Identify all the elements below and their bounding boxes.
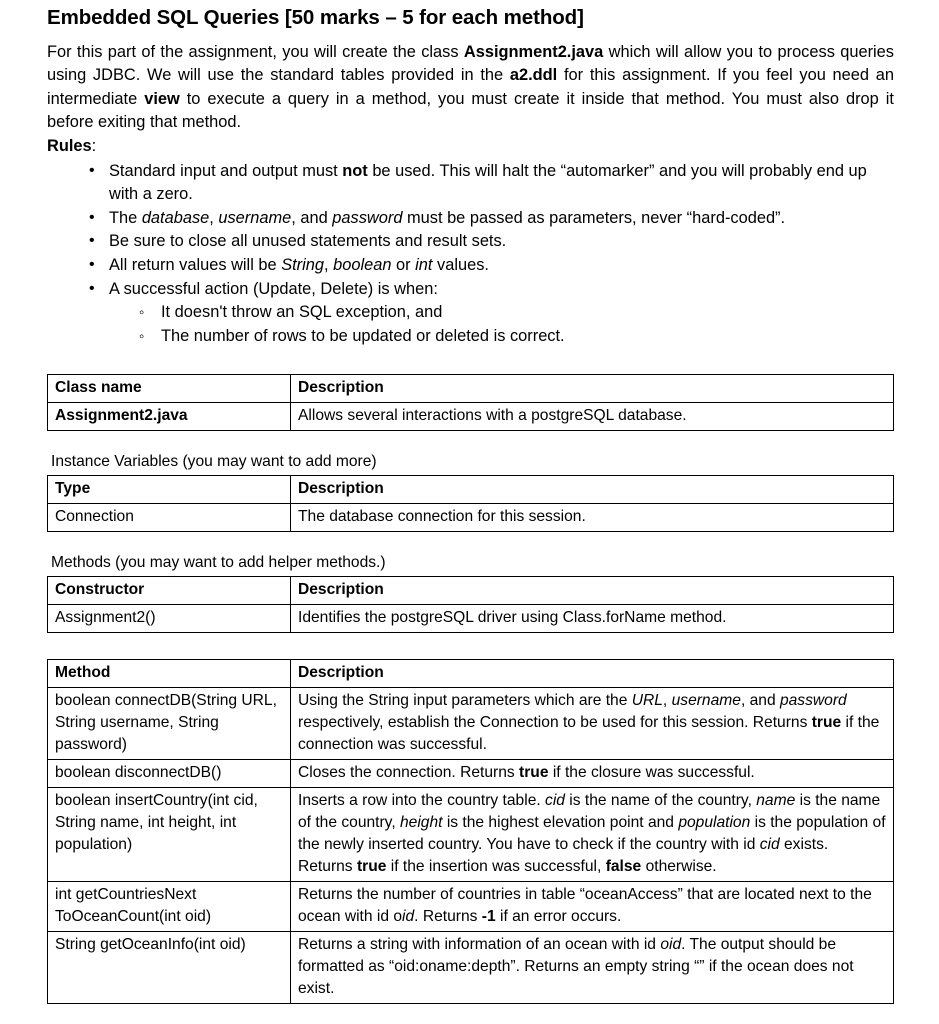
rule-text: A successful action (Update, Delete) is when: <box>109 279 438 298</box>
cell-method-signature: boolean connectDB(String URL, String username, String password) <box>48 688 291 760</box>
column-header-class-name: Class name <box>48 375 291 403</box>
cell-class-name: Assignment2.java <box>48 403 291 431</box>
cell-class-description: Allows several interactions with a postgreSQL database. <box>291 403 894 431</box>
column-header-description: Description <box>291 375 894 403</box>
cell-method-description: Closes the connection. Returns true if the closure was successful. <box>291 760 894 788</box>
rules-list <box>47 160 894 349</box>
rule-text: Be sure to close all unused statements and result sets. <box>109 232 507 251</box>
rule-text: The database, username, and password must be passed as parameters, never “hard-coded”. <box>109 208 786 227</box>
cell-constructor-description: Identifies the postgreSQL driver using Class.forName method. <box>291 605 894 633</box>
column-header-description: Description <box>291 660 894 688</box>
column-header-constructor: Constructor <box>48 577 291 605</box>
table-row <box>48 504 894 532</box>
cell-method-description: Using the String input parameters which are the URL, username, and password respectively, establish the Connection to be used for this session. Returns true if the connection was successful. <box>291 688 894 760</box>
constructor-table <box>47 576 894 633</box>
list-item: ◦ It doesn't throw an SQL exception, and <box>109 301 894 325</box>
instance-variables-table <box>47 475 894 532</box>
cell-constructor: Assignment2() <box>48 605 291 633</box>
table-header-row <box>48 375 894 403</box>
column-header-description: Description <box>291 577 894 605</box>
list-item <box>47 278 894 349</box>
methods-caption: Methods (you may want to add helper methods.) <box>51 554 386 572</box>
cell-method-description: Returns the number of countries in table “oceanAccess” that are located next to the ocean with id oid. Returns -1 if an error occurs. <box>291 882 894 932</box>
page-title: Embedded SQL Queries [50 marks – 5 for each method] <box>47 6 584 29</box>
cell-type-description: The database connection for this session. <box>291 504 894 532</box>
table-row <box>48 688 894 760</box>
list-item <box>47 230 894 254</box>
list-item <box>47 207 894 231</box>
rules-sublist <box>109 301 894 348</box>
rule-text: Standard input and output must not be used. This will halt the “automarker” and you will probably end up with a zero. <box>109 161 867 204</box>
list-item <box>47 160 894 207</box>
cell-method-signature: boolean disconnectDB() <box>48 760 291 788</box>
class-name-table <box>47 374 894 431</box>
cell-method-signature: String getOceanInfo(int oid) <box>48 932 291 1004</box>
method-table <box>47 659 894 1004</box>
document-content <box>47 6 894 1004</box>
instance-variables-caption: Instance Variables (you may want to add more) <box>51 453 377 471</box>
table-row <box>48 403 894 431</box>
cell-method-signature: int getCountriesNext ToOceanCount(int oid) <box>48 882 291 932</box>
column-header-type: Type <box>48 476 291 504</box>
cell-method-signature: boolean insertCountry(int cid, String name, int height, int population) <box>48 788 291 882</box>
cell-method-description: Returns a string with information of an ocean with id oid. The output should be formatted as “oid:oname:depth”. Returns an empty string “” if the ocean does not exist. <box>291 932 894 1004</box>
table-row <box>48 605 894 633</box>
table-row <box>48 788 894 882</box>
cell-method-description: Inserts a row into the country table. cid is the name of the country, name is the name of the country, height is the highest elevation point and population is the population of the newly inserted country. You have to check if the country with id cid exists. Returns true if the insertion was successful, false otherwise. <box>291 788 894 882</box>
column-header-method: Method <box>48 660 291 688</box>
table-header-row <box>48 577 894 605</box>
list-item: ◦ The number of rows to be updated or deleted is correct. <box>109 325 894 349</box>
cell-type: Connection <box>48 504 291 532</box>
intro-paragraph: For this part of the assignment, you will create the class Assignment2.java which will allow you to process queries using JDBC. We will use the standard tables provided in the a2.ddl for this assignment. If you feel you need an intermediate view to execute a query in a method, you must create it inside that method. You must also drop it before exiting that method. <box>47 42 894 132</box>
table-row <box>48 760 894 788</box>
table-header-row <box>48 660 894 688</box>
list-item <box>47 254 894 278</box>
rule-text: All return values will be String, boolean or int values. <box>109 255 489 274</box>
rules-label: Rules: <box>47 136 97 155</box>
column-header-description: Description <box>291 476 894 504</box>
table-row <box>48 932 894 1004</box>
table-row <box>48 882 894 932</box>
table-header-row <box>48 476 894 504</box>
